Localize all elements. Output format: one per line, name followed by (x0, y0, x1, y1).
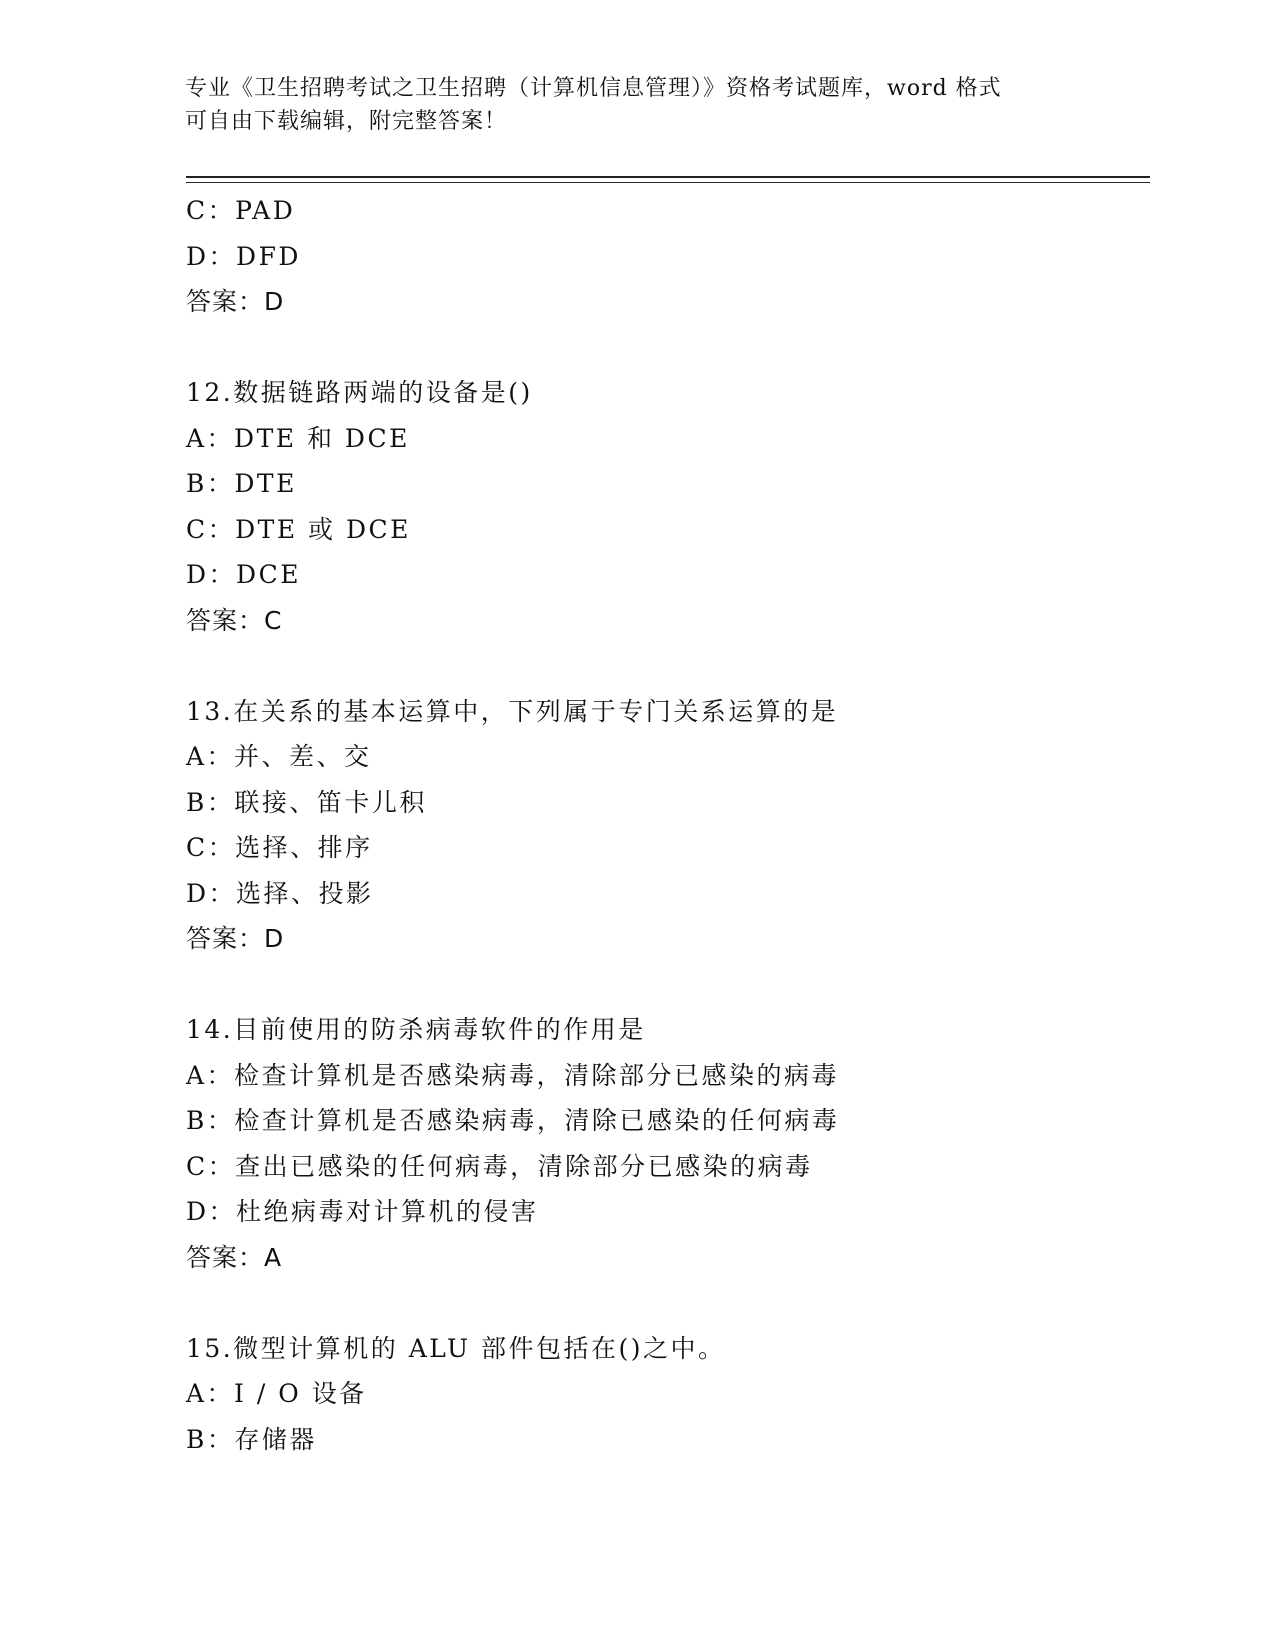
option-b: B：联接、笛卡儿积 (186, 787, 427, 817)
option-b: B：DTE (186, 469, 297, 498)
option-b: B：检查计算机是否感染病毒，清除已感染的任何病毒 (186, 1106, 840, 1135)
question-13 (186, 689, 1146, 962)
question-15 (186, 1326, 1146, 1463)
question-spacer (186, 325, 1146, 371)
header-divider-thick (186, 176, 1150, 178)
question-11-fragment (186, 188, 1146, 325)
option-c: C：查出已感染的任何病毒，清除部分已感染的病毒 (186, 1151, 813, 1181)
option-b: B：存储器 (186, 1424, 317, 1454)
question-text: 12.数据链路两端的设备是() (186, 378, 533, 407)
option-a: A：DTE 和 DCE (186, 423, 410, 453)
question-text: 15.微型计算机的 ALU 部件包括在()之中。 (186, 1333, 726, 1363)
question-14 (186, 1007, 1146, 1280)
option-d: D：选择、投影 (186, 878, 374, 908)
answer-line: 答案：C (186, 605, 283, 635)
option-a: A：I / O 设备 (186, 1379, 367, 1408)
option-c: C：PAD (186, 196, 296, 225)
question-text: 13.在关系的基本运算中，下列属于专门关系运算的是 (186, 696, 839, 726)
question-list (186, 188, 1146, 1462)
answer-line: 答案：D (186, 924, 285, 953)
question-spacer (186, 1280, 1146, 1326)
option-d: D：DCE (186, 560, 301, 589)
document-header (185, 72, 1065, 138)
option-a: A：检查计算机是否感染病毒，清除部分已感染的病毒 (186, 1060, 840, 1090)
question-12 (186, 370, 1146, 643)
question-spacer (186, 962, 1146, 1008)
header-divider-thin (186, 182, 1150, 183)
option-a: A：并、差、交 (186, 742, 372, 771)
option-d: D：杜绝病毒对计算机的侵害 (186, 1197, 539, 1226)
option-c: C：选择、排序 (186, 833, 373, 862)
question-text: 14.目前使用的防杀病毒软件的作用是 (186, 1015, 646, 1044)
header-line-1: 专业《卫生招聘考试之卫生招聘（计算机信息管理）》资格考试题库，word 格式 (185, 76, 1002, 101)
header-line-2: 可自由下载编辑，附完整答案！ (185, 109, 508, 134)
option-d: D：DFD (186, 241, 301, 271)
answer-line: 答案：A (186, 1242, 283, 1272)
answer-line: 答案：D (186, 287, 285, 316)
question-spacer (186, 643, 1146, 689)
option-c: C：DTE 或 DCE (186, 514, 411, 544)
